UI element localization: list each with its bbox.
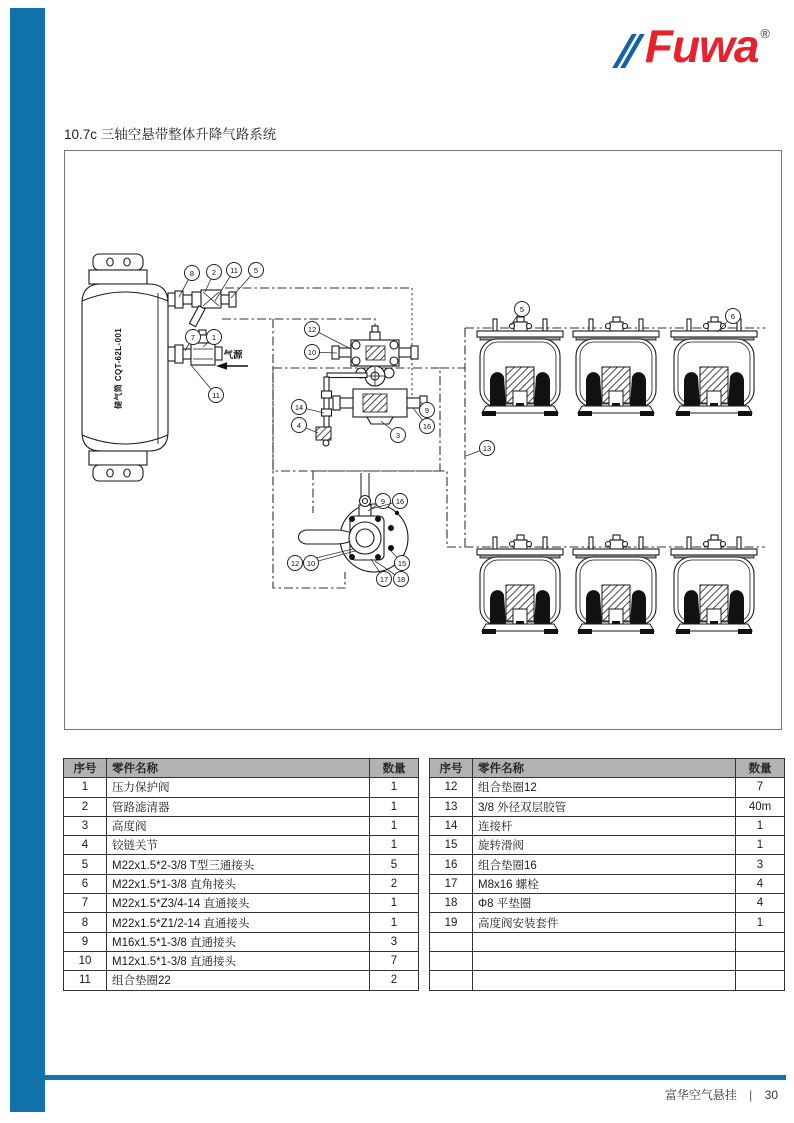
table-row [64, 913, 419, 932]
svg-text:6: 6 [730, 311, 736, 321]
parts-table-left [63, 758, 419, 991]
table-row [64, 932, 419, 951]
cell-index [430, 932, 473, 951]
cell-index: 9 [64, 932, 107, 951]
table-row [430, 816, 785, 835]
section-title: 10.7c 三轴空悬带整体升降气路系统 [64, 127, 277, 142]
cell-part-name: 3/8 外径双层胶管 [473, 797, 736, 816]
cell-index: 16 [430, 855, 473, 874]
callout-3 [381, 421, 406, 443]
cell-index: 2 [64, 797, 107, 816]
cell-index: 19 [430, 913, 473, 932]
table-row [64, 951, 419, 970]
callout-2 [205, 265, 222, 293]
cell-qty: 7 [736, 778, 785, 797]
svg-text:13: 13 [482, 443, 492, 453]
cell-index [430, 951, 473, 970]
svg-text:14: 14 [294, 402, 304, 412]
svg-text:8: 8 [189, 268, 195, 278]
cell-qty: 4 [736, 894, 785, 913]
svg-text:11: 11 [212, 390, 220, 400]
cell-part-name: 连接杆 [473, 816, 736, 835]
cell-part-name: 组合垫圈12 [473, 778, 736, 797]
cell-qty [736, 971, 785, 990]
table-row [430, 913, 785, 932]
cell-qty: 1 [370, 836, 419, 855]
air-tank [82, 254, 168, 481]
svg-text:9: 9 [424, 405, 430, 415]
footer-brand: 富华空气悬挂 [664, 1088, 737, 1102]
logo-wordmark: Fuwa [644, 20, 759, 72]
cell-qty: 3 [370, 932, 419, 951]
table-row [64, 874, 419, 893]
cell-part-name: 管路滤清器 [107, 797, 370, 816]
air-spring-row-top [477, 317, 757, 416]
cell-part-name: 压力保护阀 [107, 778, 370, 797]
svg-text:17: 17 [379, 574, 389, 584]
cell-part-name [473, 971, 736, 990]
cell-qty: 1 [736, 816, 785, 835]
cell-part-name [473, 932, 736, 951]
cell-part-name: M22x1.5*2-3/8 T型三通接头 [107, 855, 370, 874]
table-row [430, 797, 785, 816]
callout-14 [292, 400, 325, 415]
cell-part-name: M12x1.5*1-3/8 直通接头 [107, 951, 370, 970]
table-row [430, 932, 785, 951]
svg-text:16: 16 [395, 496, 405, 506]
cell-index: 6 [64, 874, 107, 893]
cell-index: 3 [64, 816, 107, 835]
cell-qty: 1 [736, 913, 785, 932]
svg-text:10: 10 [307, 347, 317, 357]
cell-part-name: M22x1.5*1-3/8 直角接头 [107, 874, 370, 893]
cell-qty: 1 [370, 797, 419, 816]
line-filter-assembly [168, 290, 236, 327]
cell-qty: 1 [370, 778, 419, 797]
column-header: 零件名称 [473, 759, 736, 778]
svg-text:7: 7 [190, 332, 196, 342]
parts-table-right [429, 758, 785, 991]
logo-stripes-icon [622, 34, 639, 68]
callout-4 [292, 418, 319, 434]
callout-layer [179, 263, 741, 587]
cell-qty: 4 [736, 874, 785, 893]
table-row [64, 797, 419, 816]
pneumatic-diagram [64, 150, 782, 730]
svg-text:1: 1 [211, 332, 217, 342]
svg-text:2: 2 [211, 267, 217, 277]
cell-part-name: 高度阀安装套件 [473, 913, 736, 932]
page-footer [665, 1086, 778, 1103]
height-valve [316, 326, 430, 446]
cell-index [430, 971, 473, 990]
svg-text:9: 9 [380, 496, 386, 506]
cell-index: 15 [430, 836, 473, 855]
callout-11 [191, 365, 224, 403]
cell-qty: 2 [370, 874, 419, 893]
cell-part-name: Φ8 平垫圈 [473, 894, 736, 913]
cell-index: 11 [64, 971, 107, 990]
cell-part-name: M22x1.5*Z1/2-14 直通接头 [107, 913, 370, 932]
tank-label: 储气筒 CQT-62L-001 [114, 327, 123, 409]
table-row [430, 971, 785, 990]
svg-text:12: 12 [290, 558, 300, 568]
cell-qty: 40m [736, 797, 785, 816]
cell-part-name: 组合垫圈16 [473, 855, 736, 874]
svg-text:11: 11 [230, 265, 238, 275]
table-row [64, 855, 419, 874]
svg-text:5: 5 [253, 265, 259, 275]
fuwa-logo [622, 20, 770, 72]
cell-part-name: M8x16 螺栓 [473, 874, 736, 893]
table-row [64, 816, 419, 835]
table-row [430, 894, 785, 913]
cell-qty: 1 [736, 836, 785, 855]
cell-index: 18 [430, 894, 473, 913]
svg-text:10: 10 [306, 558, 316, 568]
svg-text:5: 5 [519, 304, 525, 314]
cell-index: 8 [64, 913, 107, 932]
footer-separator: | [749, 1088, 753, 1102]
cell-qty: 7 [370, 951, 419, 970]
cell-part-name: 铰链关节 [107, 836, 370, 855]
table-row [64, 836, 419, 855]
svg-text:3: 3 [395, 430, 401, 440]
left-accent-bar [10, 8, 45, 1112]
cell-qty: 1 [370, 913, 419, 932]
cell-qty: 2 [370, 971, 419, 990]
svg-text:16: 16 [422, 421, 432, 431]
svg-text:12: 12 [307, 324, 317, 334]
svg-text:18: 18 [396, 574, 406, 584]
cell-part-name: M22x1.5*Z3/4-14 直通接头 [107, 894, 370, 913]
cell-part-name: M16x1.5*1-3/8 直通接头 [107, 932, 370, 951]
table-row [430, 836, 785, 855]
air-spring-row-bottom [477, 535, 757, 634]
cell-qty [736, 951, 785, 970]
cell-qty: 5 [370, 855, 419, 874]
cell-index: 13 [430, 797, 473, 816]
cell-qty: 1 [370, 816, 419, 835]
registered-trademark-icon: ® [760, 26, 770, 41]
cell-part-name [473, 951, 736, 970]
air-source-label: 气源 [223, 350, 243, 361]
table-row [430, 855, 785, 874]
cell-part-name: 旋转滑阀 [473, 836, 736, 855]
cell-index: 4 [64, 836, 107, 855]
footer-rule [45, 1075, 786, 1080]
column-header: 零件名称 [107, 759, 370, 778]
callout-13 [466, 441, 495, 457]
cell-part-name: 高度阀 [107, 816, 370, 835]
cell-part-name: 组合垫圈22 [107, 971, 370, 990]
table-row [430, 951, 785, 970]
cell-index: 7 [64, 894, 107, 913]
table-row [430, 874, 785, 893]
column-header: 数量 [736, 759, 785, 778]
table-row [64, 894, 419, 913]
cell-qty [736, 932, 785, 951]
footer-page-number: 30 [764, 1088, 778, 1102]
column-header: 序号 [64, 759, 107, 778]
cell-index: 10 [64, 951, 107, 970]
cell-index: 12 [430, 778, 473, 797]
column-header: 序号 [430, 759, 473, 778]
table-row [64, 971, 419, 990]
parts-tables [63, 758, 785, 991]
column-header: 数量 [370, 759, 419, 778]
svg-text:4: 4 [296, 420, 302, 430]
table-row [64, 778, 419, 797]
diagram-svg [65, 151, 781, 729]
cell-qty: 1 [370, 894, 419, 913]
svg-text:15: 15 [397, 558, 407, 568]
cell-index: 1 [64, 778, 107, 797]
cell-index: 17 [430, 874, 473, 893]
cell-qty: 3 [736, 855, 785, 874]
cell-index: 5 [64, 855, 107, 874]
cell-index: 14 [430, 816, 473, 835]
table-row [430, 778, 785, 797]
callout-9 [420, 402, 435, 418]
